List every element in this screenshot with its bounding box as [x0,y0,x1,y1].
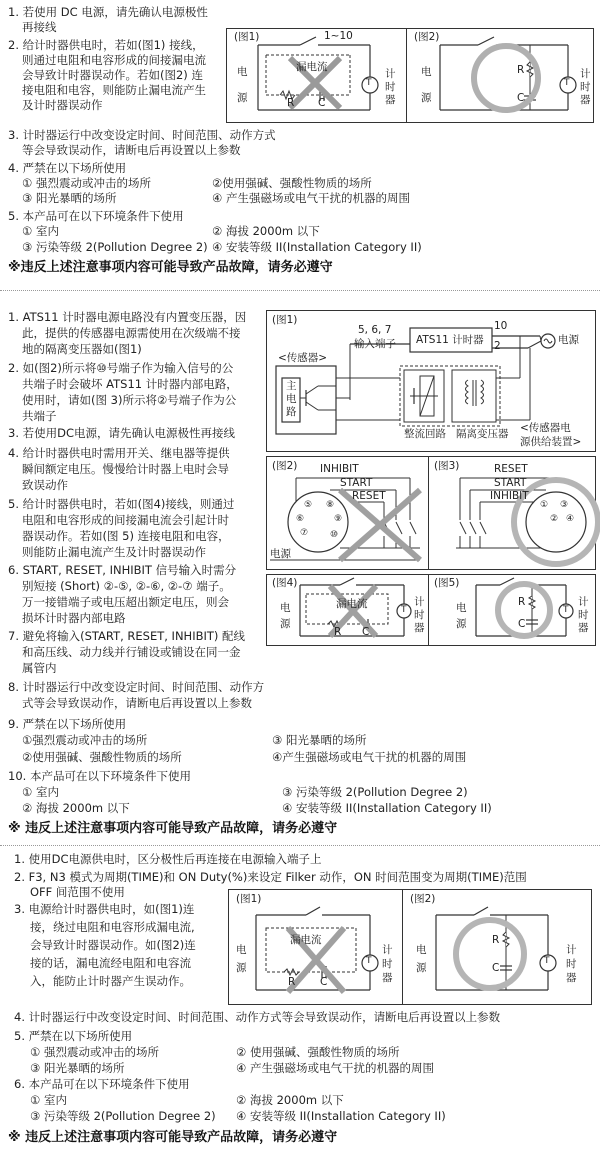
s2-fig2-inhibit: INHIBIT [320,463,359,475]
s2-item-2: 2. 如(图2)所示将⑩号端子作为输入信号的公 [8,361,234,375]
s1-item-5-opt: ① 室内 [22,224,59,238]
s1-fig1-caption: (图1) [234,31,260,43]
s1-item-4-opt: ②使用强碱、强酸性物质的场所 [212,176,372,190]
s3-item-4: 4. 计时器运行中改变设定时间、时间范围、动作方式等会导致误动作，请断电后再设置以上参数 [14,1010,501,1024]
s2-fig2-reset: RESET [352,490,386,502]
s2-timer-name: ATS11 计时器 [416,334,484,346]
s2-fig5-caption: (图5) [434,577,460,589]
s2-fig1-caption: (图1) [272,314,298,326]
s2-isolation-transformer-label: 隔离变压器 [456,428,509,440]
s2-sensor-supply-label: <传感器电 [520,422,571,434]
s3-fig1-caption: (图1) [236,893,262,905]
s3-item-3: 3. 电源给计时器供电时，如(图1)连 [14,902,195,916]
s3-item-6-opt: ② 海拔 2000m 以下 [236,1093,344,1107]
s3-item-6-opt: ③ 污染等级 2(Pollution Degree 2) [30,1109,216,1123]
s3-item-3-cont: 接的话，漏电流经电阻和电容流 [30,956,191,970]
s2-fig5-t: T [563,605,569,615]
s1-fig2-caption: (图2) [414,31,440,43]
s1-warning: ※违反上述注意事项内容可能导致产品故障，请务必遵守 [8,260,333,275]
s1-item-2-cont: 则通过电阻和电容形成的间接漏电流 [22,53,206,67]
s2-rectifier-label: 整流回路 [404,428,446,440]
s2-fig5-timer-2: 时 [578,609,589,621]
s2-fig4-caption: (图4) [272,577,298,589]
s2-item-10-opt: ② 海拔 2000m 以下 [22,801,130,815]
s3-item-6-opt: ④ 安装等级 II(Installation Category II) [236,1109,446,1123]
s2-fig4-src-1: 电 [280,602,291,614]
s2-item-5-cont: 电阻和电容形成的间接漏电流会引起计时 [22,513,229,527]
s2-item-5: 5. 给计时器供电时，若如(图4)接线，则通过 [8,497,235,511]
s2-fig4-timer-3: 器 [414,622,425,634]
s2-item-7-cont: 属管内 [22,661,57,675]
s1-item-4-opt: ① 强烈震动或冲击的场所 [22,176,151,190]
s2-fig4-timer-1: 计 [414,596,425,608]
s1-fig1-src-1: 电 [237,66,248,78]
s2-fig5-timer-1: 计 [578,596,589,608]
s2-fig4-r: R [334,626,342,638]
s3-item-2-cont: OFF 间范围不使用 [30,885,125,899]
s1-fig1-t: T [366,78,372,88]
s2-warning: ※ 违反上述注意事项内容可能导致产品故障，请务必遵守 [8,821,338,836]
s2-item-6-cont: 万一接错端子或电压超出额定电压，则会 [22,595,229,609]
s1-fig2-timer-3: 器 [580,94,591,106]
s3-item-2: 2. F3, N3 模式为周期(TIME)和 ON Duty(%)来设定 Filker 动作，ON 时间范围变为周期(TIME)范围 [14,870,527,884]
s1-fig1-range: 1~10 [324,30,353,42]
s3-warning: ※ 违反上述注意事项内容可能导致产品故障，请务必遵守 [8,1130,338,1145]
s3-fig1-leak: 漏电流 [290,934,322,946]
s1-fig1-r: R [287,97,295,109]
s1-item-5-opt: ④ 安装等级 II(Installation Category II) [212,240,422,254]
s3-fig1-c: C [320,976,328,988]
s2-item-9-opt: ①强烈震动或冲击的场所 [22,733,148,747]
s1-fig2-t: T [564,78,570,88]
s1-item-4-opt: ④ 产生强磁场或电气干扰的机器的周围 [212,191,410,205]
s1-item-2: 2. 给计时器供电时，若如(图1) 接线， [8,38,204,52]
s3-fig2-t: T [544,956,550,966]
s1-fig1-timer-3: 器 [385,94,396,106]
s2-item-7-cont: 和高压线、动力线并行铺设或铺设在同一金 [22,645,241,659]
s2-item-9: 9. 严禁在以下场所使用 [8,717,127,731]
s1-item-5-opt: ② 海拔 2000m 以下 [212,224,320,238]
s3-fig2-caption: (图2) [410,893,436,905]
s1-item-3: 3. 计时器运行中改变设定时间、时间范围、动作方式 [8,128,276,142]
s3-item-6-opt: ① 室内 [30,1093,67,1107]
s2-fig4-leak: 漏电流 [336,598,368,610]
s2-fig2-pin: ⑩ [330,530,339,540]
s2-fig2-pin: ⑧ [326,500,335,510]
s3-fig2-r: R [492,934,500,946]
s1-item-4: 4. 严禁在以下场所使用 [8,161,127,175]
s2-fig2-start: START [340,477,373,489]
s1-fig2-src-2: 源 [421,92,432,104]
s1-item-2-cont: 会导致计时器误动作。若如(图2) 连 [22,68,203,82]
s2-item-1-cont: 此，提供的传感器电源需使用在次级端不接 [22,326,241,340]
s2-item-2-cont: 使用时，请如(图 3)所示将②号端子作为公 [22,393,237,407]
s2-item-10-opt: ① 室内 [22,785,59,799]
s1-fig1-timer-1: 计 [385,68,396,80]
s2-fig4-src-2: 源 [280,618,291,630]
s2-fig5-src-2: 源 [456,618,467,630]
s2-fig3-pin: ④ [566,514,575,524]
s2-fig3-reset: RESET [494,463,528,475]
s2-fig2-pin: ⑤ [304,500,313,510]
s3-fig1-r: R [288,976,296,988]
s2-item-4-cont: 瞬间额定电压。慢慢给计时器上电时会导 [22,462,229,476]
s2-item-6-cont: 损坏计时器内部电路 [22,611,126,625]
s2-fig2-pin: ⑥ [296,514,305,524]
s2-item-5-cont: 则能防止漏电流产生及计时器误动作 [22,545,206,559]
s3-item-3-cont: 入，能防止计时器产生误动作。 [30,974,191,988]
s1-item-2-cont: 接电阻和电容，则能防止漏电流产生 [22,83,206,97]
s2-item-8: 8. 计时器运行中改变设定时间、时间范围、动作方 [8,680,265,694]
s2-fig3-start: START [494,477,527,489]
s3-fig2-timer-1: 计 [566,944,577,956]
s2-terminal-2: 2 [494,340,501,352]
s1-fig1-timer-2: 时 [385,81,396,93]
s3-fig2-timer-3: 器 [566,972,577,984]
s2-fig4-timer-2: 时 [414,609,425,621]
s2-fig2-pin: ⑦ [300,528,309,538]
s3-fig2-timer-2: 时 [566,958,577,970]
s2-terminal-10: 10 [494,320,508,332]
s2-fig2-power: 电源 [270,548,291,560]
s2-fig3-inhibit: INHIBIT [490,490,529,502]
s3-fig1-t: T [366,956,372,966]
s2-main-circuit-3: 路 [286,406,297,418]
s3-item-6: 6. 本产品可在以下环境条件下使用 [14,1077,190,1091]
s2-item-1-cont: 地的隔离变压器如(图1) [22,342,142,356]
s1-fig2-c: C [517,92,525,104]
s2-item-6: 6. START, RESET, INHIBIT 信号输入时需分 [8,563,237,577]
s3-item-5-opt: ② 使用强碱、强酸性物质的场所 [236,1045,400,1059]
s1-item-3-cont: 等会导致误动作，请断电后再设置以上参数 [22,143,241,157]
s2-fig3-pin: ③ [560,500,569,510]
s1-fig1-c: C [318,97,326,109]
s2-fig5-r: R [518,596,526,608]
s3-item-3-cont: 接，绕过电阻和电容形成漏电流, [30,920,195,934]
s2-item-10-opt: ③ 污染等级 2(Pollution Degree 2) [282,785,468,799]
s1-item-2-cont: 及计时器误动作 [22,98,103,112]
s2-fig3-caption: (图3) [434,460,460,472]
s2-item-9-opt: ④产生强磁场或电气干扰的机器的周围 [272,750,467,764]
s2-main-circuit-2: 电 [286,393,297,405]
s1-item-1: 1. 若使用 DC 电源，请先确认电源极性 [8,5,208,19]
s2-terminals-label: 5, 6, 7 [358,324,392,336]
s3-fig2-c: C [492,962,500,974]
s3-fig1-timer-3: 器 [382,972,393,984]
s2-fig4-t: T [401,605,407,615]
s2-item-10-opt: ④ 安装等级 II(Installation Category II) [282,801,492,815]
s3-fig2-src-1: 电 [416,944,427,956]
s1-item-4-opt: ③ 阳光暴晒的场所 [22,191,117,205]
s2-item-3: 3. 若使用DC电源，请先确认电源极性再接线 [8,426,236,440]
s2-main-circuit-1: 主 [286,380,297,392]
s3-fig1-timer-1: 计 [382,944,393,956]
s2-fig2-caption: (图2) [272,460,298,472]
s2-item-6-cont: 别短接 (Short) ②-⑤, ②-⑥, ②-⑦ 端子。 [22,579,231,593]
s2-item-8-cont: 式等会导致误动作，请断电后再设置以上参数 [22,696,252,710]
s1-fig1-leak-label: 漏电流 [296,61,328,73]
s2-item-4: 4. 给计时器供电时需用开关、继电器等提供 [8,446,230,460]
s1-fig2-timer-1: 计 [580,68,591,80]
s1-fig2-timer-2: 时 [580,81,591,93]
s1-item-1-cont: 再接线 [22,20,57,34]
s3-fig1-timer-2: 时 [382,958,393,970]
s2-fig3-pin: ② [550,514,559,524]
s2-fig5-c: C [518,618,526,630]
s2-item-9-opt: ②使用强碱、强酸性物质的场所 [22,750,182,764]
s2-fig4-c: C [362,626,370,638]
s2-sensor-label: <传感器> [278,352,328,364]
s1-fig1-src-2: 源 [237,92,248,104]
s2-item-2-cont: 共端子时会破坏 ATS11 计时器内部电路， [22,377,238,391]
s3-fig2-src-2: 源 [416,962,427,974]
s2-item-10: 10. 本产品可在以下环境条件下使用 [8,769,191,783]
s1-fig2-r: R [517,64,525,76]
s3-item-5-opt: ① 强烈震动或冲击的场所 [30,1045,159,1059]
s3-item-3-cont: 会导致计时器误动作。如(图2)连 [30,938,196,952]
s3-item-5-opt: ③ 阳光暴晒的场所 [30,1061,125,1075]
s2-item-4-cont: 致误动作 [22,478,68,492]
s1-fig2-src-1: 电 [421,66,432,78]
s2-item-2-cont: 共端子 [22,409,57,423]
s2-item-1: 1. ATS11 计时器电源电路没有内置变压器，因 [8,310,247,324]
s2-sensor-supply-label-2: 源供给装置> [520,436,582,448]
s3-fig1-src-1: 电 [236,944,247,956]
s2-fig2-pin: ⑨ [334,514,343,524]
s3-item-5-opt: ④ 产生强磁场或电气干扰的机器的周围 [236,1061,434,1075]
s2-power-label: 电源 [558,334,579,346]
s2-input-terminal-label: 输入端子 [354,338,396,350]
s3-item-5: 5. 严禁在以下场所使用 [14,1029,133,1043]
s1-item-5-opt: ③ 污染等级 2(Pollution Degree 2) [22,240,208,254]
s3-fig1-src-2: 源 [236,962,247,974]
s2-fig5-timer-3: 器 [578,622,589,634]
s2-item-5-cont: 器误动作。若如(图 5) 连接电阻和电容， [22,529,230,543]
s2-fig3-pin: ① [540,500,549,510]
s1-item-5: 5. 本产品可在以下环境条件下使用 [8,209,184,223]
s3-item-1: 1. 使用DC电源供电时，区分极性后再连接在电源输入端子上 [14,852,322,866]
s2-fig5-src-1: 电 [456,602,467,614]
s2-item-7: 7. 避免将输入(START, RESET, INHIBIT) 配线 [8,629,246,643]
s2-item-9-opt: ③ 阳光暴晒的场所 [272,733,367,747]
